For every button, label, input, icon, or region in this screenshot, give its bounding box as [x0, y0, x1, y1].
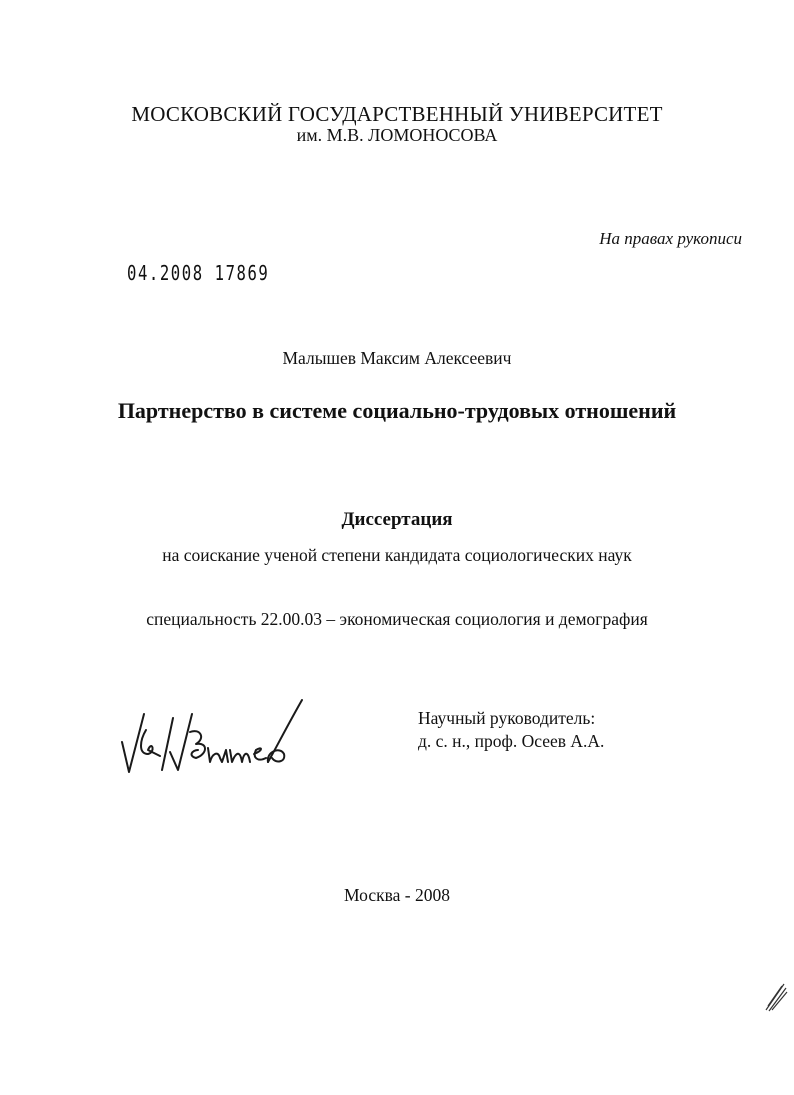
degree-line: на соискание ученой степени кандидата социологических наук: [162, 545, 632, 565]
university-named-after: им. М.В. ЛОМОНОСОВА: [296, 125, 498, 145]
signature-icon: [118, 692, 318, 777]
supervisor-name: д. с. н., проф. Осеев А.А.: [418, 731, 605, 751]
place-and-year: Москва - 2008: [344, 885, 450, 905]
thesis-title: Партнерство в системе социально-трудовых отношений: [117, 398, 677, 423]
registration-code: 04.2008 17869: [127, 261, 270, 285]
ink-speck-icon: [762, 980, 790, 1014]
author-name: Малышев Максим Алексеевич: [282, 348, 512, 368]
manuscript-rights-note: На правах рукописи: [599, 229, 742, 248]
specialty-line: специальность 22.00.03 – экономическая социология и демография: [146, 609, 648, 629]
university-name: МОСКОВСКИЙ ГОСУДАРСТВЕННЫЙ УНИВЕРСИТЕТ: [131, 102, 663, 126]
work-type: Диссертация: [341, 509, 453, 530]
supervisor-label: Научный руководитель:: [418, 708, 596, 728]
